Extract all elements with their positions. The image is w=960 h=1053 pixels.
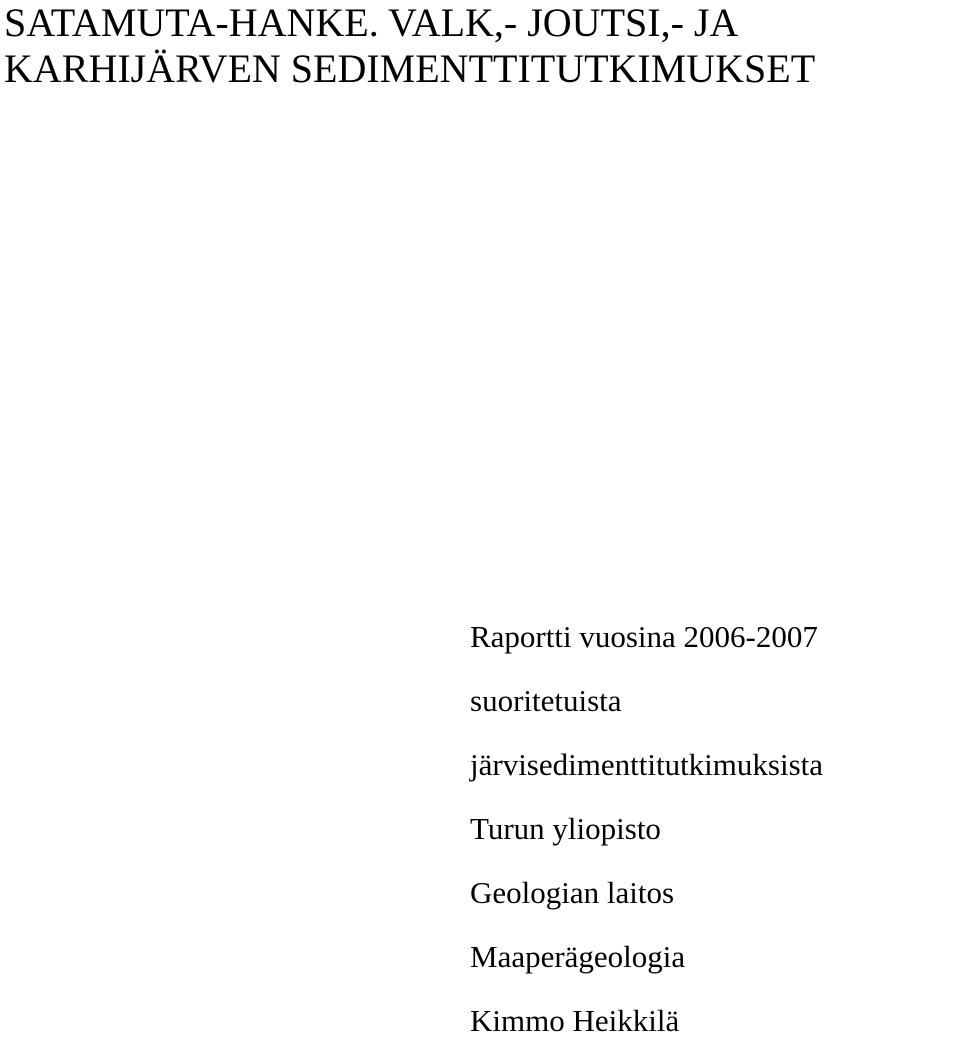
document-title xyxy=(4,0,815,92)
author-name: Kimmo Heikkilä xyxy=(470,1003,680,1038)
subject-area: Maaperägeologia xyxy=(470,939,686,974)
title-line-2: KARHIJÄRVEN SEDIMENTTITUTKIMUKSET xyxy=(4,46,816,91)
department-name: Geologian laitos xyxy=(470,875,675,910)
title-line-1: SATAMUTA-HANKE. VALK,- JOUTSI,- JA xyxy=(4,0,739,45)
report-info-block xyxy=(470,605,823,1053)
report-description-line-3: järvisedimenttitutkimuksista xyxy=(470,747,824,782)
report-description-line-2: suoritetuista xyxy=(470,683,622,718)
university-name: Turun yliopisto xyxy=(470,811,661,846)
report-description-line-1: Raportti vuosina 2006-2007 xyxy=(470,619,818,654)
